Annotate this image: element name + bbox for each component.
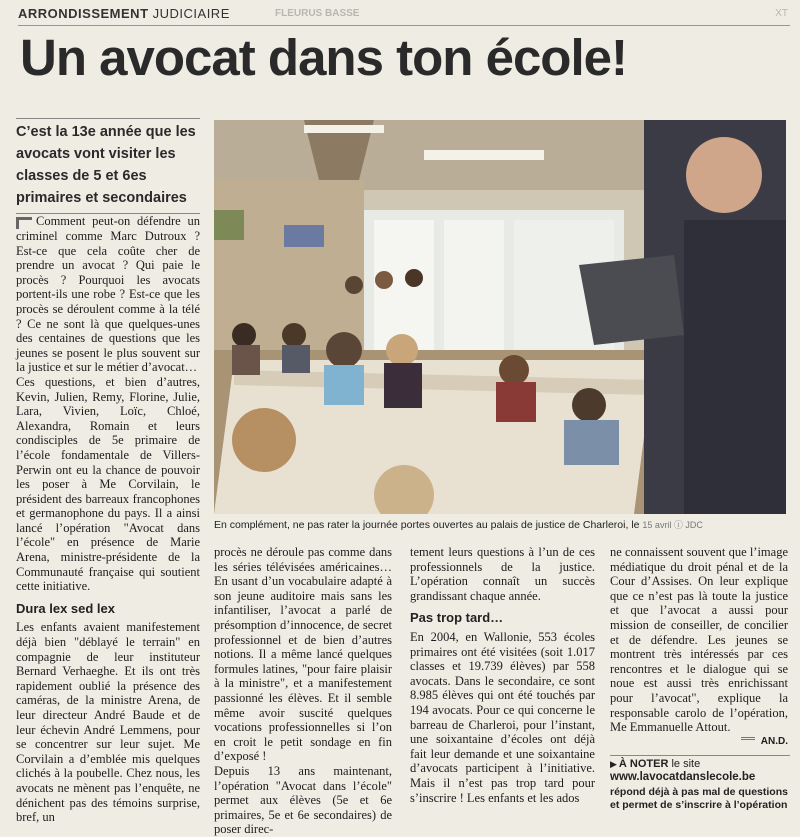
caption-text: En complément, ne pas rater la journée portes ouvertes au palais de justice de Charleroi, le xyxy=(214,519,640,531)
top-rule xyxy=(18,25,790,26)
classroom-photo-illustration xyxy=(214,120,786,514)
column-2 xyxy=(214,545,392,837)
column-3 xyxy=(410,545,595,805)
page-corner: XT xyxy=(775,8,788,19)
subheading: Pas trop tard… xyxy=(410,610,504,626)
end-mark-icon xyxy=(741,737,755,746)
paragraph: Depuis 13 ans maintenant, l’opération "Avocat dans l’école" permet aux élèves (5e et 6e primaires, 5e et 6e secondaires) de poser direc- xyxy=(214,763,392,837)
triangle-icon: ▶ xyxy=(610,759,617,769)
paragraph: ne connaissent souvent que l’image médiatique du droit pénal et de la Cour d’Assises. On leur explique que ce n’est pas là toute la justice et que l’avocat a aussi pour mission de conseiller, de concilier et de défendre. Les jeunes se montrent très intéressés par ces rencontres et le dialogue qui se noue est aussi très enrichissant pour l’avocat", explique la responsable carolo de l’opération, Me Emmanuelle Attout. xyxy=(610,545,788,735)
author-signature xyxy=(610,735,788,750)
lead-text: C’est la 13e année que les avocats vont visiter les classes de 5 et 6es primaires et secondaires xyxy=(16,118,200,214)
subheading: Dura lex sed lex xyxy=(16,600,115,616)
column-4 xyxy=(610,545,788,749)
column-1 xyxy=(16,214,200,825)
note-description: répond déjà à pas mal de questions et permet de s’inscrire à l’opération xyxy=(610,786,788,811)
paragraph: En 2004, en Wallonie, 553 écoles primaires ont été visitées (soit 1.017 classes et 19.739 élèves) par 558 avocats. Dans le secondaire, ce sont 8.985 élèves qui ont été touchés par 194 avocats. Pour ce qui concerne le barreau de Charleroi, pour l’instant, une soixantaine d’écoles ont déjà fait leur demande et une soixantaine d’avocats participent à l’initiative. Mais il n’est pas trop tard pour s’inscrire ! Les enfants et les ados xyxy=(410,629,595,805)
lettrine-mark xyxy=(16,217,32,229)
bleed-header: FLEURUS BASSE xyxy=(275,8,360,19)
note-box xyxy=(610,755,790,812)
note-heading: À NOTER xyxy=(618,758,669,770)
photo-caption xyxy=(214,518,786,531)
headline: Un avocat dans ton école! xyxy=(20,29,627,86)
rubric-rest: JUDICIAIRE xyxy=(152,6,230,21)
paragraph: Ces questions, et bien d’autres, Kevin, Julien, Remy, Florine, Julie, Lara, Vivien, Loïc, Chloé, Alexandra, Romain et leurs condisciples de 5e primaire de l’école fondamentale de Villers-Perwin ont eu la chance de pouvoir les poser à Me Corvilain, le président des barreaux francophones et germanophone du pays. Il a ainsi lancé l’opération "Avocat dans l’école" en présence de Marie Arena, ministre-présidente de la Communauté française qui soutient cette initiative. xyxy=(16,374,200,594)
paragraph: tement leurs questions à l’un de ces professionnels de la justice. L’opération connaît un succès grandissant chaque année. xyxy=(410,545,595,603)
classroom-photo xyxy=(214,120,786,514)
paragraph: Les enfants avaient manifestement déjà bien "déblayé le terrain" en compagnie de leur instituteur Bernard Verhaeghe. Et ils ont très rapidement oublié la présence des caméras, de la ministre Arena, de leur directeur André Baude et de leur échevin André Lemmens, pour se concentrer sur leur sujet. Me Corvilain a d’emblée mis quelques clichés à la poubelle. Chez nous, les avocats ne mènent pas l’enquête, ne dénichent pas des témoins surprise, bref, un xyxy=(16,620,200,825)
intro-questions: Comment peut-on défendre un criminel comme Marc Dutroux ? Est-ce que cela coûte cher de prendre un avocat ? Qui paie le procès ? Pourquoi les avocats portent-ils une robe ? Est-ce que les procès se déroulent comme à la télé ? Ce ne sont là que quelques-unes des centaines de questions que les jeunes se posent le plus souvent sur la justice et sur le métier d’avocat… xyxy=(16,214,200,375)
rubric-strong: ARRONDISSEMENT xyxy=(18,6,149,21)
website-link[interactable]: www.lavocatdanslecole.be xyxy=(610,771,756,783)
photo-credit: 15 avril ⓘ JDC xyxy=(642,520,703,530)
note-label: le site xyxy=(671,758,701,770)
paragraph xyxy=(16,214,200,375)
paragraph: procès ne déroule pas comme dans les séries télévisées américaines… En usant d’un vocabulaire adapté à son jeune auditoire mais sans les infantiliser, l’avocat a parlé de présomption d’innocence, de secret professionnel et de bien d’autres notions. Il a même lancé quelques formules latines, "pour faire plaisir à la ministre", et a manifestement passionné les élèves. Et il semble même avoir suscité quelques vocations professionnelles si l’on en croit le petit sondage en fin d’exposé ! xyxy=(214,545,392,764)
signature-text: AN.D. xyxy=(760,735,788,747)
section-rubric xyxy=(18,6,230,21)
